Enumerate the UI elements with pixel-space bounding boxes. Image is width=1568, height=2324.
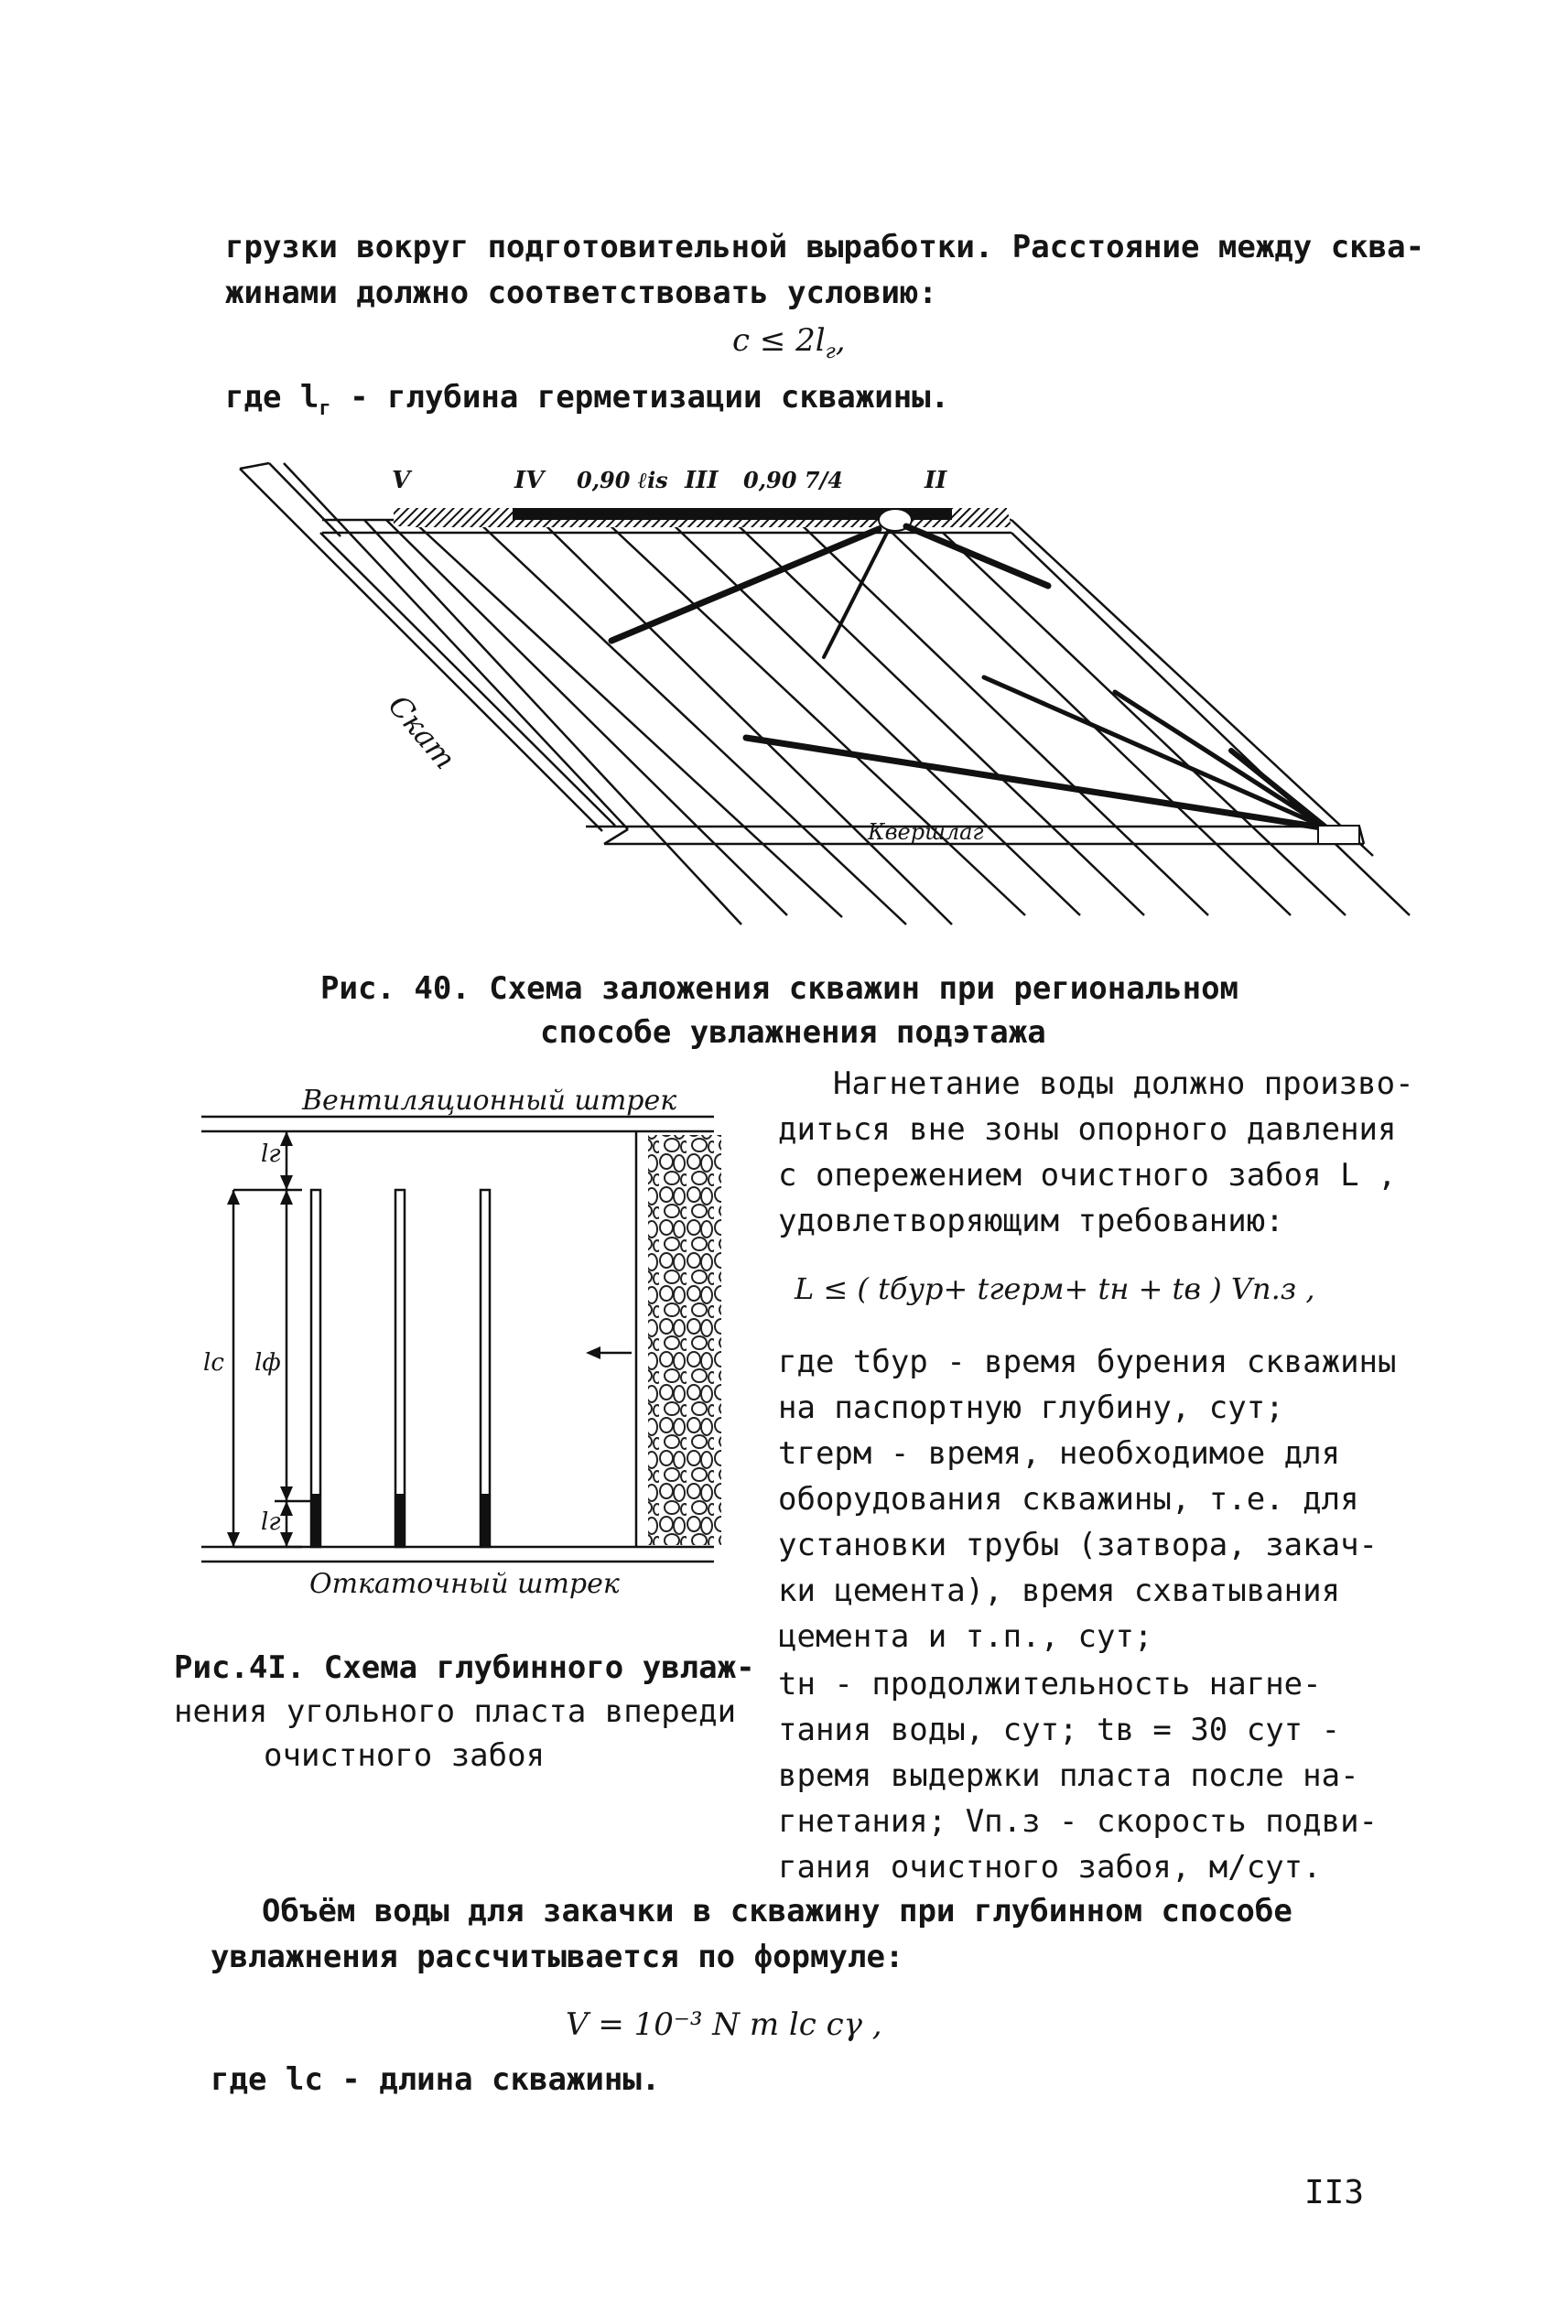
fig41-label-lg-top: lг xyxy=(261,1140,281,1168)
right-def-8: tн - продолжительность нагне- xyxy=(778,1666,1322,1702)
fig41-label-lf: lф xyxy=(254,1349,281,1377)
right-line-1: Нагнетание воды должно произво- xyxy=(833,1065,1414,1102)
bottom-line-1: Объём воды для закачки в скважину при глубинном способе xyxy=(262,1893,1292,1929)
right-def-4: оборудования скважины, т.е. для xyxy=(778,1481,1359,1518)
intro-where-prefix: где l xyxy=(225,379,319,416)
right-def-2: на паспортную глубину, сут; xyxy=(778,1389,1284,1426)
right-def-7: цемента и т.п., сут; xyxy=(778,1618,1153,1655)
right-line-4: удовлетворяющим требованию: xyxy=(778,1203,1284,1239)
right-def-10: время выдержки пласта после на- xyxy=(778,1757,1359,1794)
fig40-label-kvershlag: Квершлаг xyxy=(868,819,984,845)
fig41-caption-line-2: нения угольного пласта впереди xyxy=(174,1693,737,1730)
fig40-label-ii: II xyxy=(925,467,947,494)
fig40-caption-line-1: Рис. 40. Схема заложения скважин при региональном xyxy=(320,970,1239,1007)
intro-formula-sub: г xyxy=(825,340,836,363)
fig41-caption-line-1: Рис.4I. Схема глубинного увлаж- xyxy=(174,1649,755,1686)
intro-where-sub: г xyxy=(319,397,331,420)
right-def-12: гания очистного забоя, м/сут. xyxy=(778,1849,1322,1886)
fig40-label-value-2: 0,90 7/4 xyxy=(743,467,843,493)
fig41-caption-line-3: очистного забоя xyxy=(264,1737,546,1774)
fig40-label-iii: III xyxy=(685,467,719,494)
intro-formula-main: c ≤ 2l xyxy=(732,322,826,359)
fig40-label-iv: IV xyxy=(514,467,545,494)
bottom-line-2: увлажнения рассчитывается по формуле: xyxy=(211,1939,904,1975)
fig40-caption-line-2: способе увлажнения подэтажа xyxy=(540,1014,1046,1051)
right-def-11: гнетания; Vп.з - скорость подви- xyxy=(778,1803,1379,1840)
fig40-label-v: V xyxy=(392,467,411,494)
page-number: II3 xyxy=(1304,2174,1365,2211)
fig41-label-lg-bottom: lг xyxy=(261,1508,281,1536)
right-def-6: ки цемента), время схватывания xyxy=(778,1573,1341,1609)
bottom-formula: V = 10⁻³ N m lс cγ , xyxy=(566,2006,882,2043)
fig40-label-skat: Скат xyxy=(381,687,463,776)
right-def-3: tгерм - время, необходимое для xyxy=(778,1435,1341,1472)
fig40-label-value-1: 0,90 ℓis xyxy=(577,467,668,493)
intro-line-1: грузки вокруг подготовительной выработки. Расстояние между сква- xyxy=(225,229,1425,265)
fig41-label-bottom-drift: Откаточный штрек xyxy=(309,1568,620,1600)
intro-line-2: жинами должно соответствовать условию: xyxy=(225,275,937,311)
intro-formula-tail: , xyxy=(835,322,846,359)
right-def-1: где tбур - время бурения скважины xyxy=(778,1344,1397,1380)
bottom-where: где lс - длина скважины. xyxy=(211,2061,661,2098)
right-line-2: диться вне зоны опорного давления xyxy=(778,1111,1397,1148)
fig41-label-lc: lс xyxy=(203,1349,224,1377)
right-line-3: с опережением очистного забоя L , xyxy=(778,1157,1397,1194)
right-def-5: установки трубы (затвора, закач- xyxy=(778,1527,1379,1563)
right-formula: L ≤ ( tбур+ tгерм+ tн + tв ) Vп.з , xyxy=(795,1271,1315,1306)
intro-where-text: - глубина герметизации скважины. xyxy=(330,379,950,416)
figure-41 xyxy=(0,0,824,1611)
right-def-9: тания воды, сут; tв = 30 сут - xyxy=(778,1712,1341,1748)
fig41-label-top-drift: Вентиляционный штрек xyxy=(302,1085,677,1117)
